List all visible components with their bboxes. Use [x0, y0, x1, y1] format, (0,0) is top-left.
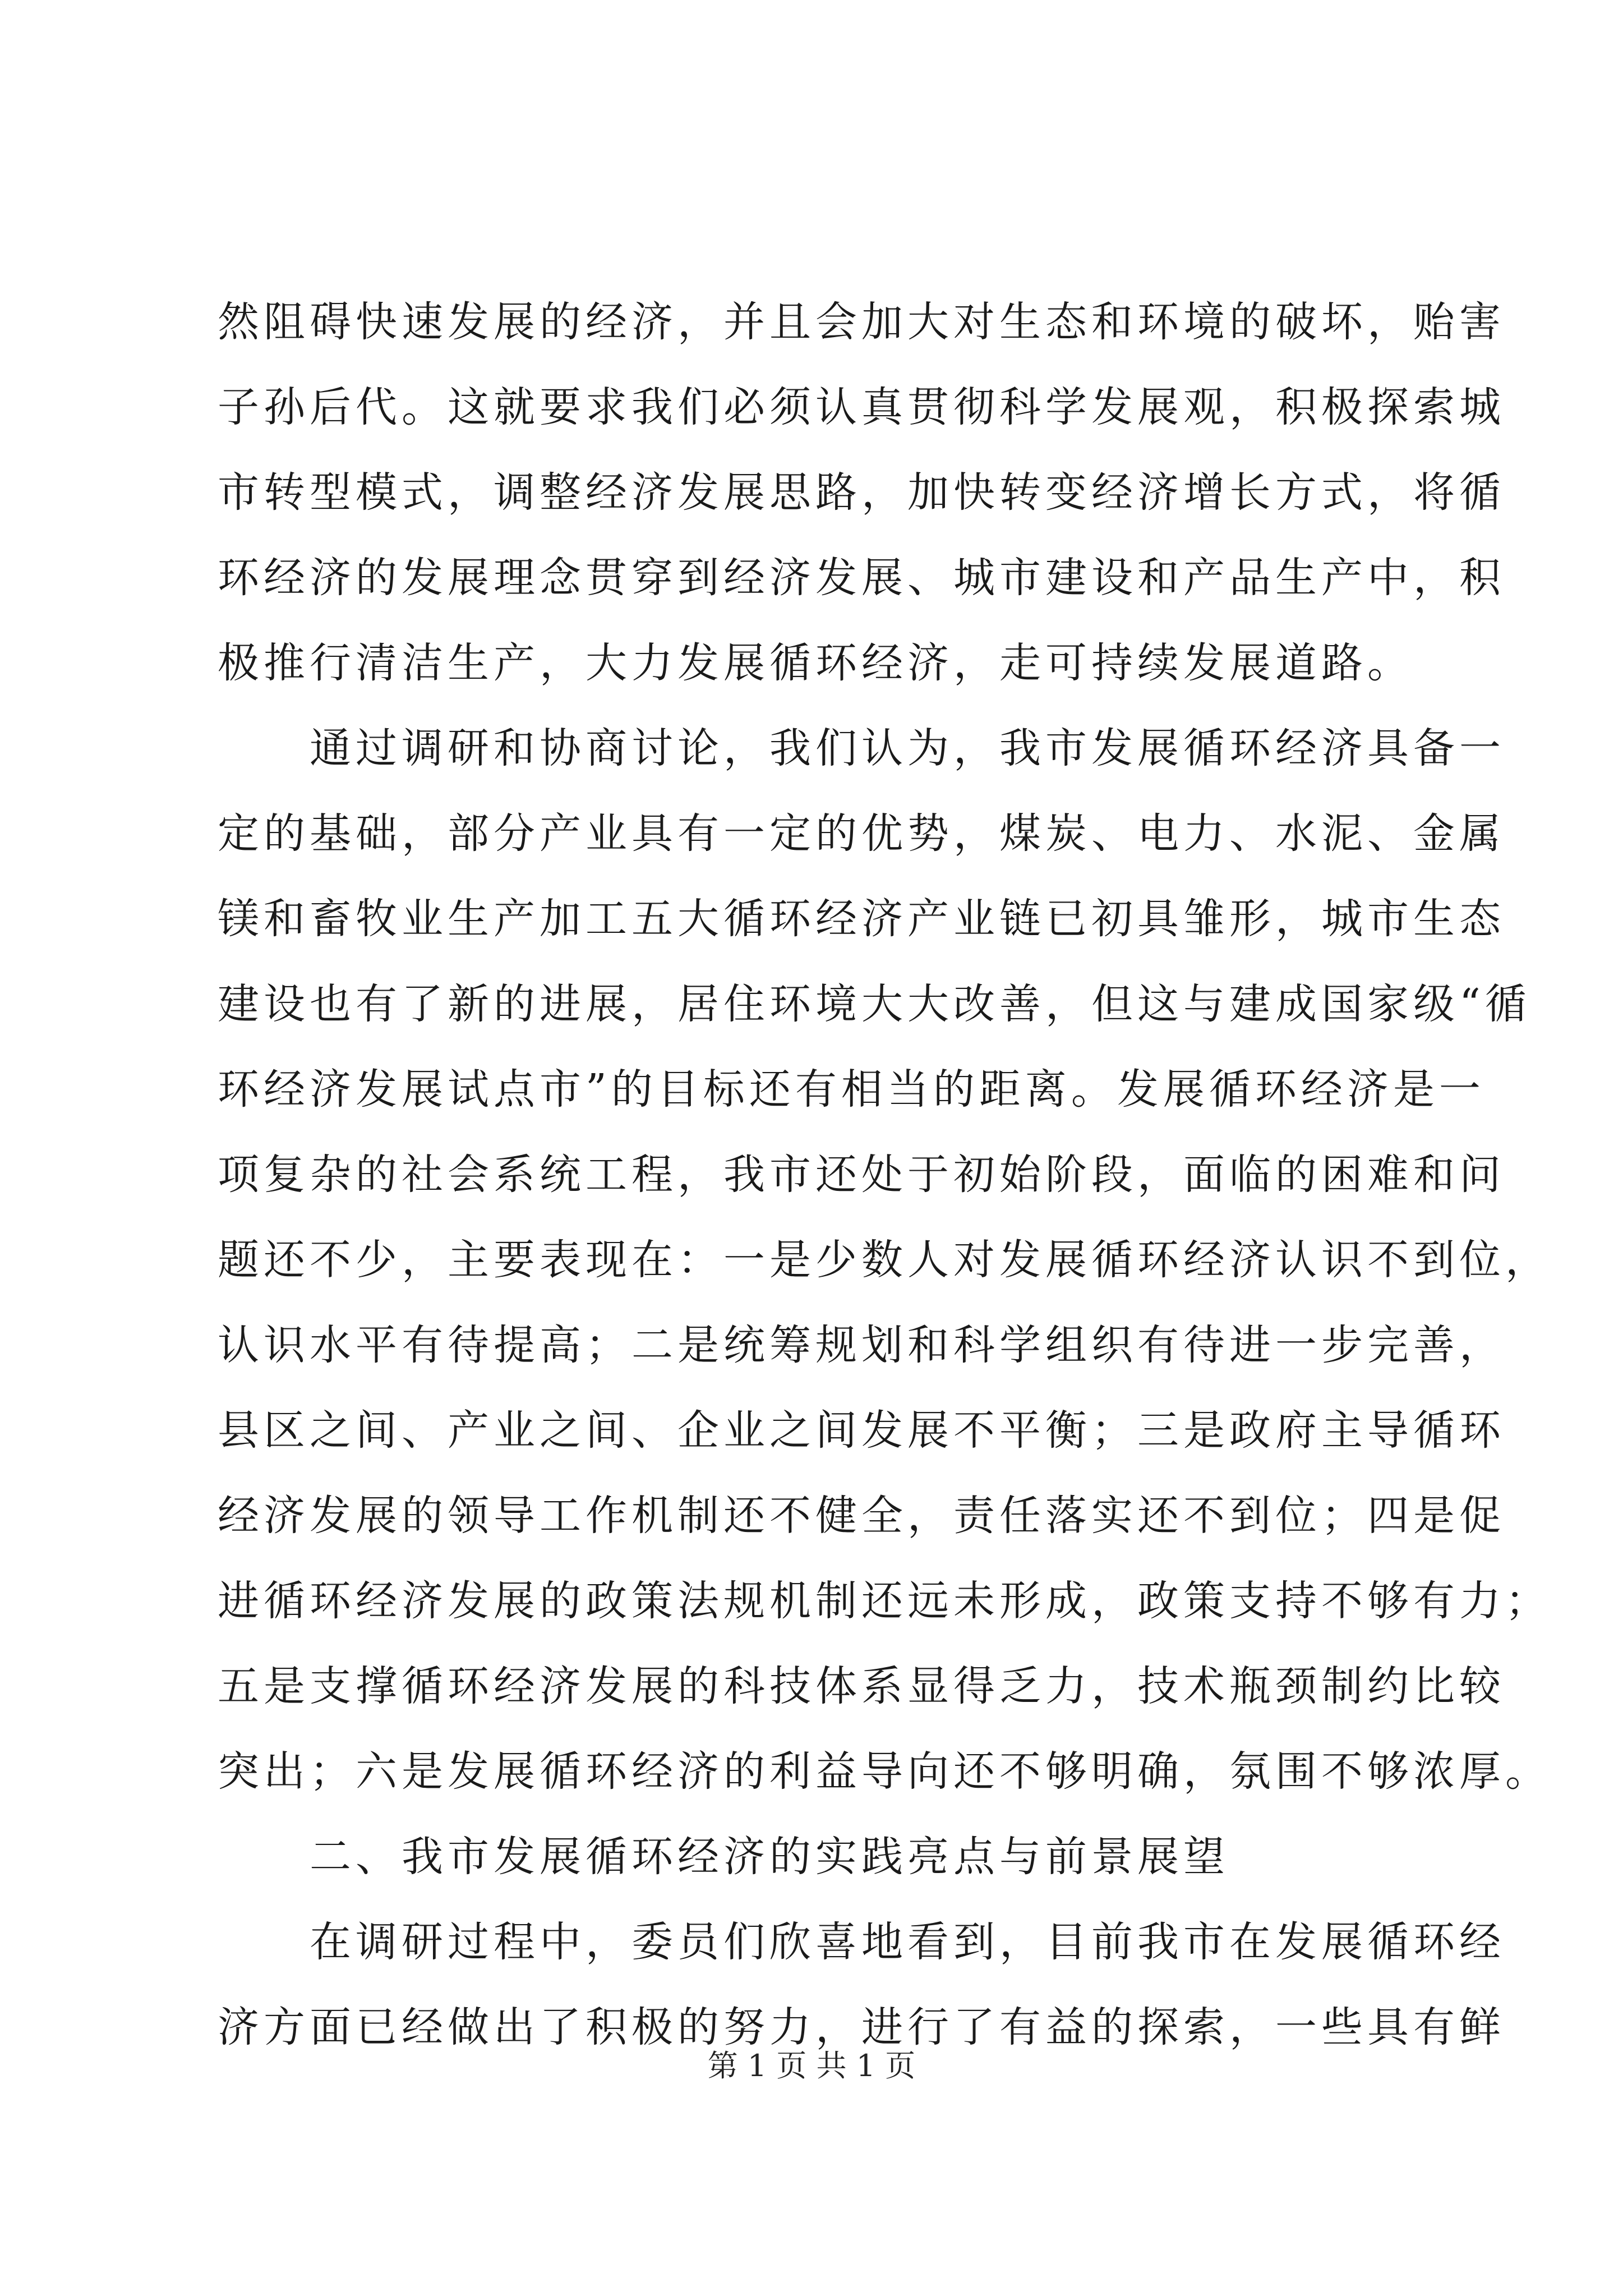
section-heading: 二、我市发展循环经济的实践亮点与前景展望 [218, 1833, 1229, 1881]
text-line: 突出；六是发展循环经济的利益导向还不够明确，氛围不够浓厚。 [218, 1747, 1551, 1796]
text-line: 经济发展的领导工作机制还不健全，责任落实还不到位；四是促 [218, 1492, 1505, 1540]
text-line: 通过调研和协商讨论，我们认为，我市发展循环经济具备一 [218, 724, 1505, 772]
text-line: 进循环经济发展的政策法规机制还远未形成，政策支持不够有力； [218, 1577, 1551, 1625]
text-line: 题还不少，主要表现在：一是少数人对发展循环经济认识不到位， [218, 1236, 1551, 1284]
text-line: 建设也有了新的进展，居住环境大大改善，但这与建成国家级“循 [218, 980, 1531, 1028]
page-footer [0, 2046, 1623, 2086]
text-line: 在调研过程中，委员们欣喜地看到，目前我市在发展循环经 [218, 1918, 1505, 1966]
body-text [218, 279, 1551, 2070]
text-line: 环经济的发展理念贯穿到经济发展、城市建设和产品生产中，积 [218, 554, 1505, 602]
page-number: 第 1 页 共 1 页 [707, 2048, 916, 2083]
text-line: 市转型模式，调整经济发展思路，加快转变经济增长方式，将循 [218, 468, 1505, 517]
text-line: 子孙后代。这就要求我们必须认真贯彻科学发展观，积极探索城 [218, 383, 1505, 431]
text-line: 然阻碍快速发展的经济，并且会加大对生态和环境的破坏，贻害 [218, 298, 1505, 346]
text-line: 环经济发展试点市”的目标还有相当的距离。发展循环经济是一 [218, 1065, 1485, 1114]
text-line: 项复杂的社会系统工程，我市还处于初始阶段，面临的困难和问 [218, 1151, 1505, 1199]
text-line: 认识水平有待提高；二是统筹规划和科学组织有待进一步完善， [218, 1321, 1505, 1369]
text-line: 济方面已经做出了积极的努力，进行了有益的探索，一些具有鲜 [218, 2003, 1505, 2051]
text-line: 定的基础，部分产业具有一定的优势，煤炭、电力、水泥、金属 [218, 809, 1505, 858]
text-line: 镁和畜牧业生产加工五大循环经济产业链已初具雏形，城市生态 [218, 895, 1505, 943]
text-line: 县区之间、产业之间、企业之间发展不平衡；三是政府主导循环 [218, 1406, 1505, 1455]
text-line: 五是支撑循环经济发展的科技体系显得乏力，技术瓶颈制约比较 [218, 1662, 1505, 1710]
text-line: 极推行清洁生产，大力发展循环经济，走可持续发展道路。 [218, 639, 1413, 687]
